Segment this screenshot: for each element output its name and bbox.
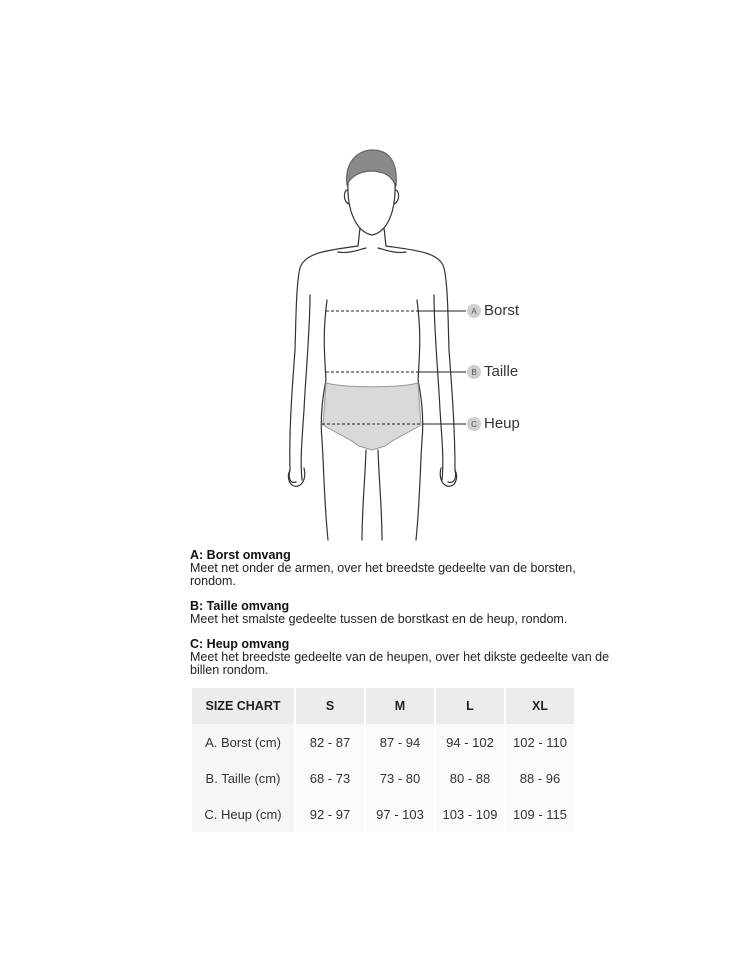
description-text: Meet het smalste gedeelte tussen de borstkast en de heup, rondom.: [190, 612, 568, 626]
size-header-xl: XL: [506, 688, 574, 724]
marker-b-circle: B: [467, 365, 481, 379]
marker-b-label: Taille: [484, 363, 519, 380]
marker-c-label: Heup: [484, 415, 520, 432]
marker-c-circle: C: [467, 417, 481, 431]
marker-a-circle: A: [467, 304, 481, 318]
table-cell: 68 - 73: [296, 760, 364, 796]
table-cell: 102 - 110: [506, 724, 574, 760]
table-cell: 103 - 109: [436, 796, 504, 832]
table-cell: 109 - 115: [506, 796, 574, 832]
size-chart-header-row: [192, 688, 574, 724]
table-row: [192, 796, 574, 832]
size-chart-header: SIZE CHART: [192, 688, 294, 724]
table-cell: 87 - 94: [366, 724, 434, 760]
description-title: A: Borst omvang: [190, 548, 291, 562]
description-heup: [190, 638, 610, 677]
table-row: [192, 760, 574, 796]
table-cell: 73 - 80: [366, 760, 434, 796]
size-header-m: M: [366, 688, 434, 724]
table-cell: 80 - 88: [436, 760, 504, 796]
description-borst: [190, 549, 610, 588]
table-row: [192, 724, 574, 760]
size-header-s: S: [296, 688, 364, 724]
row-label: A. Borst (cm): [192, 724, 294, 760]
description-title: B: Taille omvang: [190, 599, 290, 613]
table-cell: 92 - 97: [296, 796, 364, 832]
description-taille: [190, 600, 610, 626]
table-cell: 88 - 96: [506, 760, 574, 796]
description-text: Meet net onder de armen, over het breedste gedeelte van de borsten, rondom.: [190, 561, 576, 588]
description-title: C: Heup omvang: [190, 637, 290, 651]
size-header-l: L: [436, 688, 504, 724]
row-label: C. Heup (cm): [192, 796, 294, 832]
table-cell: 94 - 102: [436, 724, 504, 760]
table-cell: 82 - 87: [296, 724, 364, 760]
table-cell: 97 - 103: [366, 796, 434, 832]
size-chart-table: [190, 688, 576, 832]
marker-a-label: Borst: [484, 302, 520, 319]
row-label: B. Taille (cm): [192, 760, 294, 796]
description-text: Meet het breedste gedeelte van de heupen, over het dikste gedeelte van de billen rondom.: [190, 650, 610, 677]
